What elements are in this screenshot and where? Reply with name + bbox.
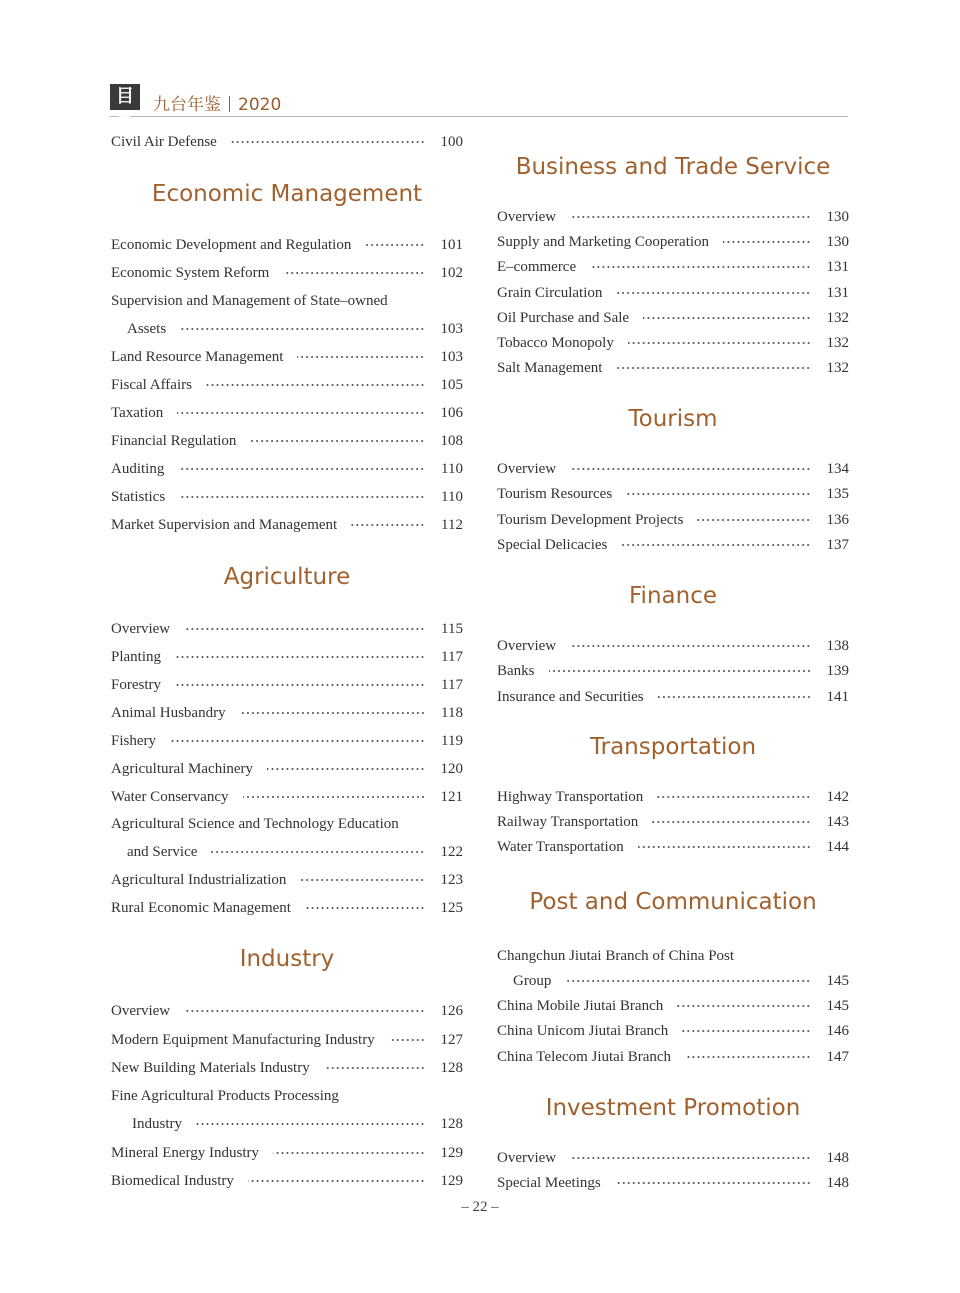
dot-leader xyxy=(267,768,425,770)
entry-title: Overview xyxy=(497,209,557,225)
dot-leader xyxy=(211,851,425,853)
entry-title: Fishery xyxy=(111,733,156,749)
toc-entry[interactable] xyxy=(111,1029,463,1051)
dot-leader xyxy=(615,1182,811,1184)
dot-leader xyxy=(300,879,425,881)
entry-title: Tobacco Monopoly xyxy=(497,335,614,351)
page-number: – 22 – xyxy=(461,1199,499,1215)
entry-page: 132 xyxy=(826,310,849,326)
dot-leader xyxy=(652,821,811,823)
toc-entry[interactable] xyxy=(497,534,849,556)
dot-leader xyxy=(175,684,425,686)
toc-entry[interactable] xyxy=(111,1057,463,1079)
dot-leader xyxy=(231,141,425,143)
entry-title: Auditing xyxy=(111,461,165,477)
dot-leader xyxy=(170,740,425,742)
toc-entry[interactable] xyxy=(111,1170,463,1192)
toc-entry[interactable] xyxy=(497,836,849,858)
entry-title: Agricultural Industrialization xyxy=(111,872,287,888)
entry-title: Fiscal Affairs xyxy=(111,377,192,393)
entry-title: Forestry xyxy=(111,677,161,693)
dot-leader xyxy=(723,241,811,243)
section-heading-tourism: Tourism xyxy=(628,406,718,432)
entry-page: 132 xyxy=(826,335,849,351)
toc-entry[interactable] xyxy=(497,660,849,682)
dot-leader xyxy=(351,524,425,526)
entry-title: Overview xyxy=(497,461,557,477)
entry-title: Tourism Development Projects xyxy=(497,512,684,528)
toc-entry[interactable] xyxy=(111,1000,463,1022)
toc-entry[interactable] xyxy=(111,646,463,668)
dot-leader xyxy=(206,384,425,386)
entry-title: Biomedical Industry xyxy=(111,1173,234,1189)
dot-leader xyxy=(590,266,811,268)
dot-leader xyxy=(570,645,811,647)
entry-page: 128 xyxy=(440,1060,463,1076)
dot-leader xyxy=(389,1039,425,1041)
entry-page: 112 xyxy=(441,517,463,533)
entry-title: New Building Materials Industry xyxy=(111,1060,310,1076)
entry-page: 102 xyxy=(440,265,463,281)
entry-title: E–commerce xyxy=(497,259,577,275)
entry-title: Water Conservancy xyxy=(111,789,229,805)
toc-entry[interactable] xyxy=(127,318,463,340)
entry-title: Economic Development and Regulation xyxy=(111,237,352,253)
entry-title: Railway Transportation xyxy=(497,814,639,830)
entry-page: 118 xyxy=(441,705,463,721)
book-title: 九台年鉴 xyxy=(153,95,221,115)
dot-leader xyxy=(657,796,811,798)
dot-leader xyxy=(180,328,425,330)
entry-title: Banks xyxy=(497,663,535,679)
entry-page: 125 xyxy=(440,900,463,916)
toc-entry[interactable] xyxy=(111,430,463,452)
dot-leader xyxy=(628,342,811,344)
entry-page: 105 xyxy=(440,377,463,393)
entry-page: 135 xyxy=(826,486,849,502)
toc-entry[interactable] xyxy=(513,970,849,992)
entry-title: Market Supervision and Management xyxy=(111,517,338,533)
section-heading-industry: Industry xyxy=(239,946,335,972)
entry-page: 108 xyxy=(440,433,463,449)
left-column xyxy=(111,0,463,1293)
entry-page: 119 xyxy=(441,733,463,749)
toc-entry[interactable] xyxy=(111,758,463,780)
entry-title: and Service xyxy=(127,844,198,860)
toc-entry[interactable] xyxy=(111,486,463,508)
entry-page: 146 xyxy=(826,1023,849,1039)
section-heading-business-and-trade-service: Business and Trade Service xyxy=(515,154,831,180)
toc-entry[interactable] xyxy=(497,1020,849,1042)
entry-page: 145 xyxy=(826,973,849,989)
toc-entry[interactable] xyxy=(497,231,849,253)
dot-leader xyxy=(179,496,425,498)
entry-page: 110 xyxy=(441,489,463,505)
toc-entry[interactable] xyxy=(111,458,463,480)
entry-page: 101 xyxy=(440,237,463,253)
dot-leader xyxy=(324,1067,425,1069)
entry-page: 110 xyxy=(441,461,463,477)
dot-leader xyxy=(677,1005,811,1007)
toc-entry[interactable] xyxy=(497,995,849,1017)
toc-entry[interactable] xyxy=(111,346,463,368)
toc-entry[interactable] xyxy=(497,1172,849,1194)
entry-page: 103 xyxy=(440,349,463,365)
entry-page: 138 xyxy=(826,638,849,654)
entry-title-line1: Changchun Jiutai Branch of China Post xyxy=(497,948,735,964)
toc-entry[interactable] xyxy=(497,483,849,505)
dot-leader xyxy=(685,1056,811,1058)
entry-title: Group xyxy=(513,973,552,989)
dot-leader xyxy=(565,980,811,982)
section-heading-agriculture: Agriculture xyxy=(223,564,351,590)
entry-title: Overview xyxy=(111,1003,171,1019)
entry-title: Overview xyxy=(497,1150,557,1166)
toc-entry[interactable] xyxy=(111,514,463,536)
entry-title: Grain Circulation xyxy=(497,285,603,301)
entry-title: Modern Equipment Manufacturing Industry xyxy=(111,1032,375,1048)
toc-entry[interactable] xyxy=(497,686,849,708)
entry-title: Supply and Marketing Cooperation xyxy=(497,234,710,250)
toc-entry[interactable] xyxy=(497,811,849,833)
entry-page: 117 xyxy=(441,649,463,665)
toc-entry[interactable] xyxy=(497,282,849,304)
dot-leader xyxy=(177,412,425,414)
dot-leader xyxy=(243,796,426,798)
entry-title: Taxation xyxy=(111,405,164,421)
entry-page: 139 xyxy=(826,663,849,679)
dot-leader xyxy=(250,440,425,442)
entry-page: 148 xyxy=(826,1150,849,1166)
entry-title: Salt Management xyxy=(497,360,603,376)
toc-entry[interactable] xyxy=(111,262,463,284)
toc-entry[interactable] xyxy=(111,702,463,724)
toc-entry[interactable] xyxy=(111,131,463,153)
entry-page: 130 xyxy=(826,234,849,250)
entry-title: Statistics xyxy=(111,489,166,505)
dot-leader xyxy=(570,216,811,218)
dot-leader xyxy=(570,468,811,470)
dot-leader xyxy=(305,907,425,909)
entry-page: 143 xyxy=(826,814,849,830)
entry-title: Highway Transportation xyxy=(497,789,644,805)
entry-title: China Unicom Jiutai Branch xyxy=(497,1023,669,1039)
entry-page: 103 xyxy=(440,321,463,337)
toc-entry[interactable] xyxy=(111,786,463,808)
toc-entry[interactable] xyxy=(497,509,849,531)
dot-leader xyxy=(682,1030,811,1032)
dot-leader xyxy=(626,493,811,495)
entry-page: 120 xyxy=(440,761,463,777)
entry-title: Tourism Resources xyxy=(497,486,613,502)
dot-leader xyxy=(184,628,425,630)
entry-page: 136 xyxy=(826,512,849,528)
entry-page: 130 xyxy=(826,209,849,225)
entry-page: 132 xyxy=(826,360,849,376)
entry-page: 117 xyxy=(441,677,463,693)
entry-title: China Mobile Jiutai Branch xyxy=(497,998,664,1014)
toc-entry[interactable] xyxy=(111,374,463,396)
entry-page: 131 xyxy=(826,285,849,301)
entry-title: Planting xyxy=(111,649,162,665)
entry-page: 144 xyxy=(826,839,849,855)
entry-page: 127 xyxy=(440,1032,463,1048)
entry-title: China Telecom Jiutai Branch xyxy=(497,1049,672,1065)
toc-entry[interactable] xyxy=(497,635,849,657)
dot-leader xyxy=(643,317,811,319)
entry-page: 147 xyxy=(826,1049,849,1065)
dot-leader xyxy=(283,272,425,274)
toc-entry[interactable] xyxy=(111,674,463,696)
section-heading-investment-promotion: Investment Promotion xyxy=(545,1095,801,1121)
toc-entry[interactable] xyxy=(497,307,849,329)
book-year: 2020 xyxy=(238,95,282,115)
entry-title: Industry xyxy=(132,1116,182,1132)
entry-page: 128 xyxy=(440,1116,463,1132)
entry-title: Animal Husbandry xyxy=(111,705,226,721)
entry-title: Mineral Energy Industry xyxy=(111,1145,260,1161)
dot-leader xyxy=(184,1010,425,1012)
entry-title: Land Resource Management xyxy=(111,349,284,365)
dot-leader xyxy=(616,292,811,294)
entry-title: Civil Air Defense xyxy=(111,134,217,150)
dot-leader xyxy=(658,696,811,698)
entry-page: 100 xyxy=(440,134,463,150)
toc-entry[interactable] xyxy=(497,357,849,379)
entry-page: 126 xyxy=(440,1003,463,1019)
dot-leader xyxy=(178,468,425,470)
section-heading-finance: Finance xyxy=(629,583,717,609)
entry-page: 123 xyxy=(440,872,463,888)
entry-page: 148 xyxy=(826,1175,849,1191)
dot-leader xyxy=(365,244,425,246)
entry-page: 115 xyxy=(441,621,463,637)
toc-entry[interactable] xyxy=(127,841,463,863)
dot-leader xyxy=(248,1180,425,1182)
section-heading-transportation: Transportation xyxy=(589,734,757,760)
entry-title: Overview xyxy=(111,621,171,637)
entry-page: 129 xyxy=(440,1173,463,1189)
dot-leader xyxy=(697,519,811,521)
toc-entry[interactable] xyxy=(111,234,463,256)
entry-title: Economic System Reform xyxy=(111,265,270,281)
toc-entry[interactable] xyxy=(111,402,463,424)
contents-logo: 目录 xyxy=(110,84,140,110)
toc-entry[interactable] xyxy=(132,1113,463,1135)
entry-page: 106 xyxy=(440,405,463,421)
dot-leader xyxy=(549,670,812,672)
entry-title: Rural Economic Management xyxy=(111,900,291,916)
entry-title: Special Meetings xyxy=(497,1175,601,1191)
dot-leader xyxy=(570,1157,811,1159)
toc-entry[interactable] xyxy=(497,206,849,228)
dot-leader xyxy=(616,367,811,369)
section-heading-economic-management: Economic Management xyxy=(151,181,423,207)
entry-title: Water Transportation xyxy=(497,839,624,855)
toc-entry[interactable] xyxy=(111,730,463,752)
dot-leader xyxy=(175,656,425,658)
entry-page: 134 xyxy=(826,461,849,477)
toc-entry[interactable] xyxy=(497,256,849,278)
toc-entry[interactable] xyxy=(497,458,849,480)
entry-title: Assets xyxy=(127,321,167,337)
dot-leader xyxy=(297,356,425,358)
toc-entry[interactable] xyxy=(497,1046,849,1068)
entry-title-line1: Agricultural Science and Technology Education xyxy=(111,816,399,832)
entry-title: Financial Regulation xyxy=(111,433,237,449)
entry-page: 142 xyxy=(826,789,849,805)
toc-entry[interactable] xyxy=(497,786,849,808)
entry-page: 122 xyxy=(440,844,463,860)
entry-title-line1: Supervision and Management of State–owned xyxy=(111,293,388,309)
dot-leader xyxy=(196,1123,425,1125)
section-heading-post-and-communication: Post and Communication xyxy=(529,889,817,915)
toc-entry[interactable] xyxy=(497,332,849,354)
entry-page: 141 xyxy=(826,689,849,705)
toc-entry[interactable] xyxy=(111,618,463,640)
right-column xyxy=(497,0,849,1293)
entry-title-line1: Fine Agricultural Products Processing xyxy=(111,1088,339,1104)
toc-entry[interactable] xyxy=(111,869,463,891)
toc-entry[interactable] xyxy=(111,897,463,919)
entry-title: Insurance and Securities xyxy=(497,689,644,705)
entry-title: Special Delicacies xyxy=(497,537,608,553)
entry-page: 137 xyxy=(826,537,849,553)
dot-leader xyxy=(621,544,811,546)
entry-page: 131 xyxy=(826,259,849,275)
entry-title: Agricultural Machinery xyxy=(111,761,254,777)
dot-leader xyxy=(240,712,425,714)
entry-page: 145 xyxy=(826,998,849,1014)
dot-leader xyxy=(638,846,811,848)
entry-title: Oil Purchase and Sale xyxy=(497,310,630,326)
toc-entry[interactable] xyxy=(497,1147,849,1169)
entry-title: Overview xyxy=(497,638,557,654)
entry-page: 121 xyxy=(440,789,463,805)
dot-leader xyxy=(273,1152,425,1154)
entry-page: 129 xyxy=(440,1145,463,1161)
toc-entry[interactable] xyxy=(111,1142,463,1164)
